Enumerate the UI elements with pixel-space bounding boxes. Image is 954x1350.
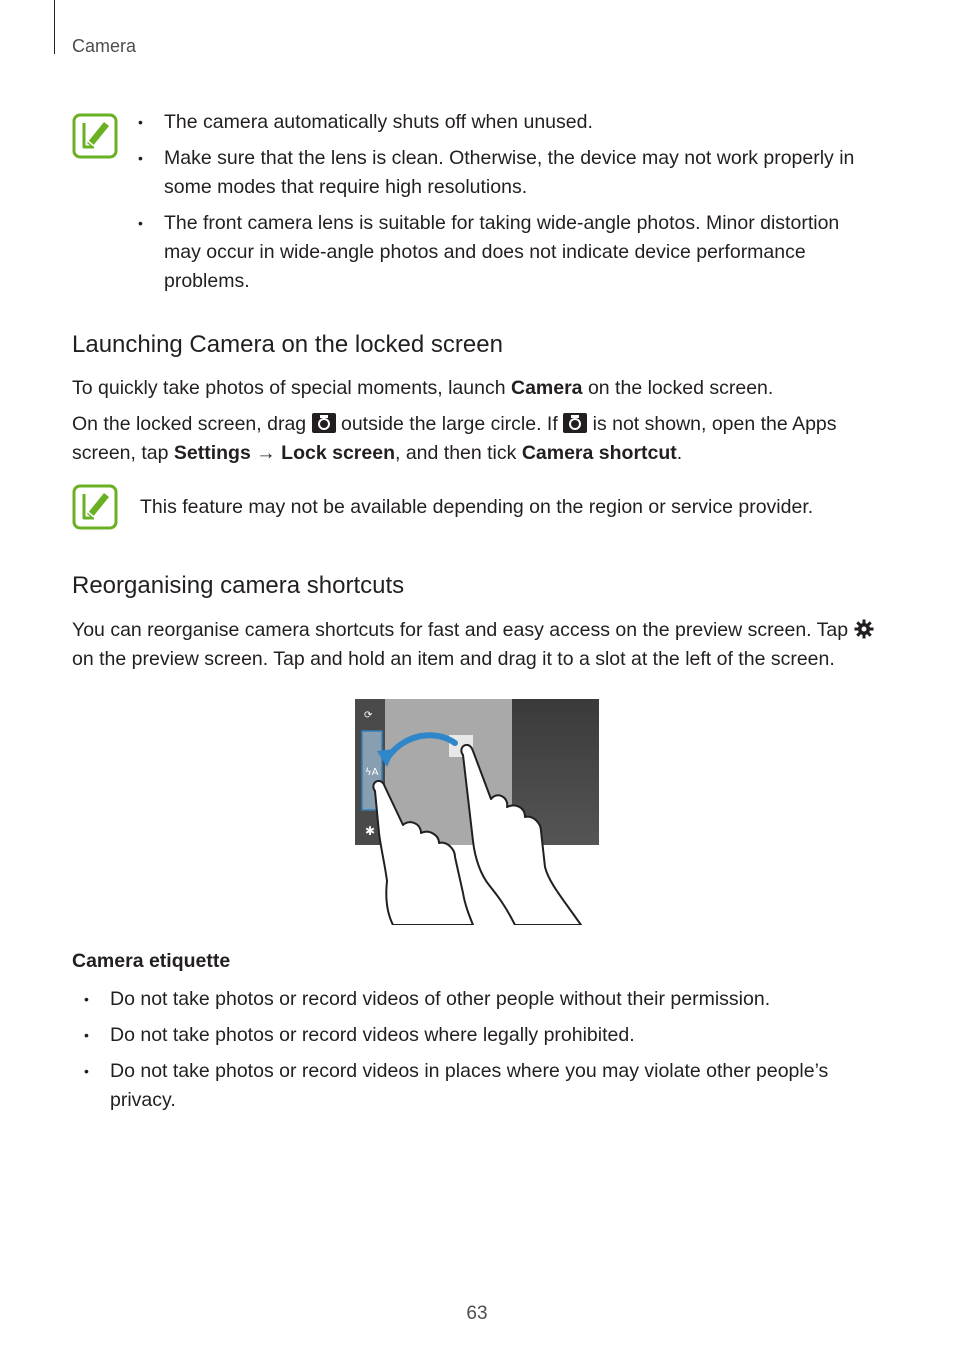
etiquette-bullet-list — [84, 985, 844, 1122]
header-rule — [54, 0, 55, 54]
section-title-reorganising: Reorganising camera shortcuts — [72, 572, 405, 599]
list-item: • Do not take photos or record videos where legally prohibited. — [84, 1021, 844, 1050]
shortcut-drag-illustration — [355, 699, 599, 925]
camera-icon — [563, 413, 587, 433]
etiquette-title: Camera etiquette — [72, 950, 231, 972]
note-availability: This feature may not be available depending on the region or service provider. — [140, 496, 814, 518]
settings-gear-icon — [854, 619, 874, 639]
svg-text:✱: ✱ — [365, 824, 376, 838]
list-item: • Do not take photos or record videos of other people without their permission. — [84, 985, 844, 1014]
paragraph-drag: On the locked screen, drag outside the large circle. If is not shown, open the Apps screen, tap Settings → Lock screen, and then tick Camera shortcut. — [72, 413, 837, 464]
page-number: 63 — [466, 1303, 488, 1324]
section-title-launching: Launching Camera on the locked screen — [72, 331, 503, 358]
svg-text:ϟA: ϟA — [365, 767, 379, 778]
list-item: • Do not take photos or record videos in places where you may violate other people’s privacy. — [84, 1057, 844, 1115]
svg-text:⟳: ⟳ — [364, 710, 373, 721]
list-item: • The front camera lens is suitable for taking wide-angle photos. Minor distortion may occur in wide-angle photos and does not indicate device performance problems. — [138, 209, 868, 296]
paragraph-reorganise: You can reorganise camera shortcuts for fast and easy access on the preview screen. Tap on the preview screen. Tap and hold an item and drag it to a slot at the left of the screen. — [72, 616, 884, 674]
header-section-label: Camera — [72, 36, 137, 56]
paragraph-launch: To quickly take photos of special moments, launch Camera on the locked screen. — [72, 377, 774, 399]
camera-icon — [312, 413, 336, 433]
list-item: • The camera automatically shuts off when unused. — [138, 108, 868, 137]
list-item: • Make sure that the lens is clean. Otherwise, the device may not work properly in some modes that require high resolutions. — [138, 144, 868, 202]
note-icon — [72, 484, 118, 530]
note-bullet-list — [138, 108, 868, 303]
note-icon — [72, 113, 118, 159]
